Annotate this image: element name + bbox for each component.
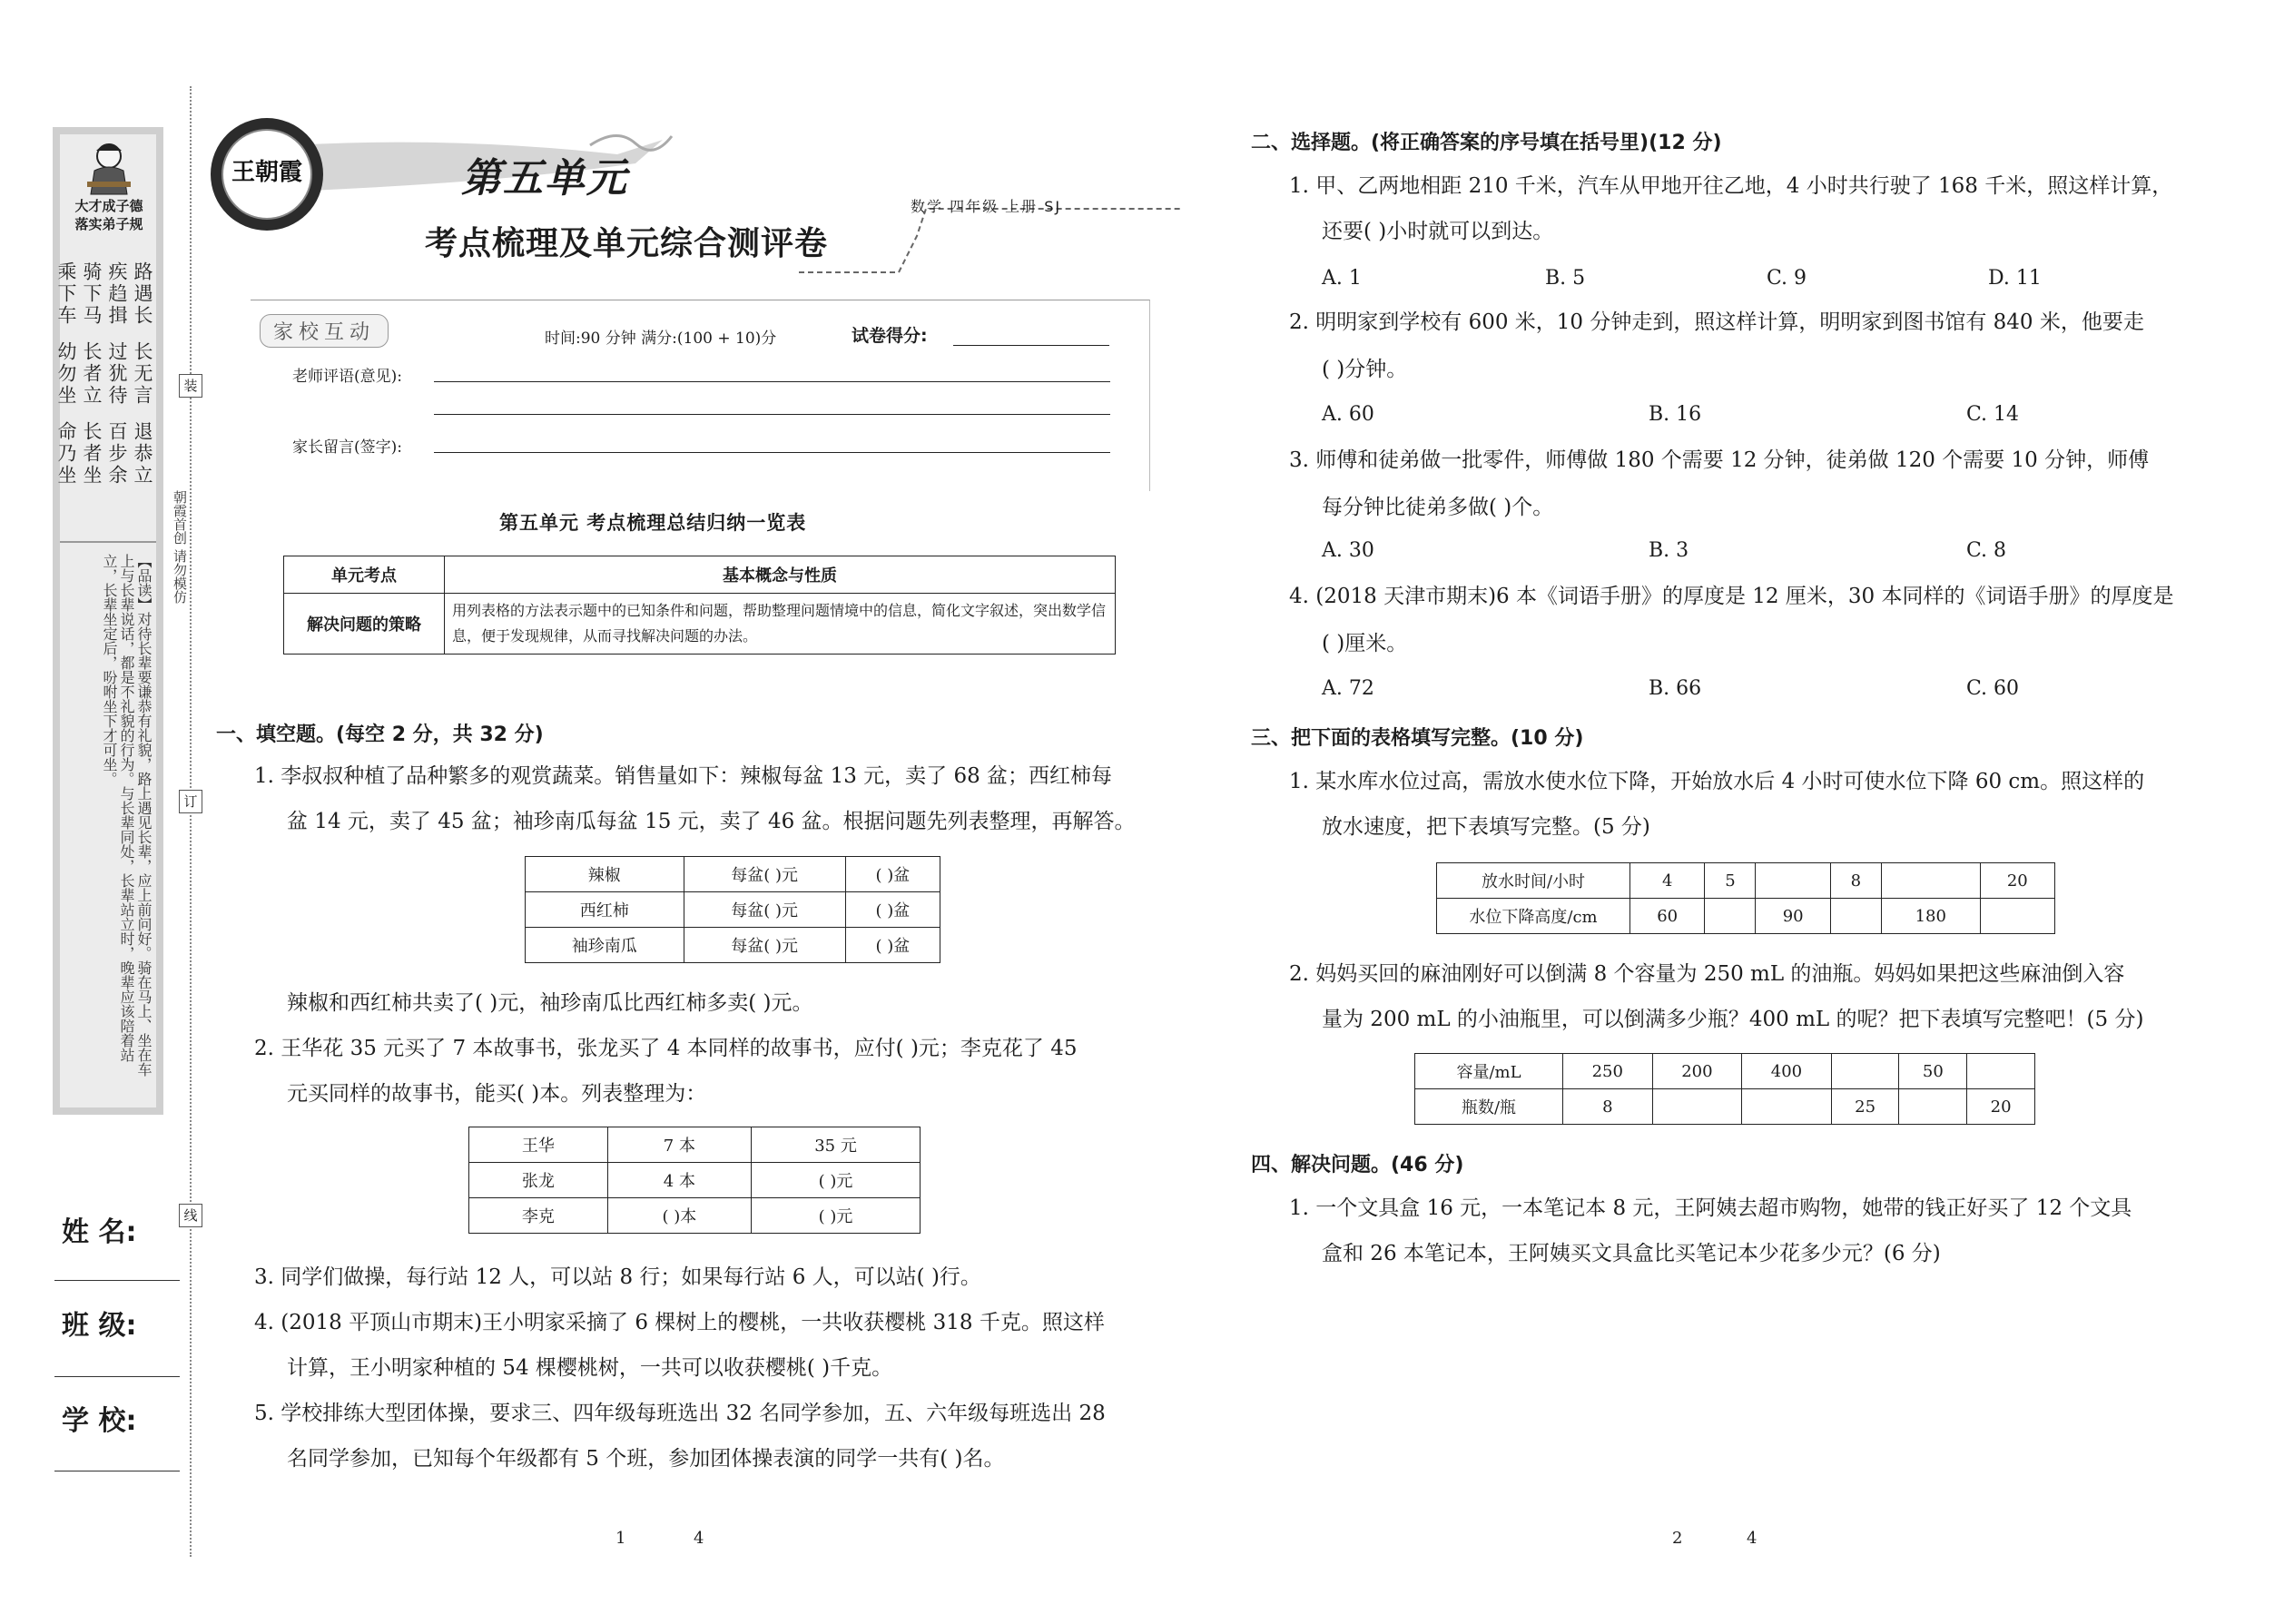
table-cell[interactable] bbox=[1967, 1054, 2035, 1089]
section-4-title: 四、解决问题。(46 分) bbox=[1251, 1154, 1464, 1176]
copyright-note: 朝霞首创 请勿模仿 bbox=[172, 490, 188, 604]
school-label: 学 校: bbox=[62, 1405, 137, 1437]
s2-q1-line1: 1. 甲、乙两地相距 210 千米，汽车从甲地开往乙地，4 小时共行驶了 168 千米，照这样计算， bbox=[1289, 174, 2173, 198]
teacher-comment-line[interactable] bbox=[434, 414, 1110, 415]
table-cell[interactable]: 每盆( )元 bbox=[684, 892, 845, 928]
s2-q3-line1: 3. 师傅和徒弟做一批零件，师傅做 180 个需要 12 分钟，徒弟做 120 个需要 10 分钟，师傅 bbox=[1289, 448, 2150, 472]
brand-logo bbox=[211, 118, 323, 231]
time-info: 时间:90 分钟 满分:(100 + 10)分 bbox=[545, 330, 777, 348]
table-cell: 50 bbox=[1899, 1054, 1967, 1089]
subject-tag: 数学 四年级 上册 SJ bbox=[911, 198, 1062, 215]
cut-mark: 线 bbox=[179, 1204, 202, 1227]
reading-note: 【品读】对待长辈要谦恭有礼貌，路上遇见长辈，应上前问好。骑在马上、坐在车上与长辈说话，都是不礼貌的行为。与长辈同处，长辈站立时，晚辈应该陪着站立，长辈坐定后，吩咐坐下才可坐。 bbox=[101, 554, 153, 1077]
verse-col: 过犹待 bbox=[106, 341, 128, 407]
name-field[interactable] bbox=[54, 1280, 180, 1281]
class-label: 班 级: bbox=[62, 1310, 137, 1342]
table-cell[interactable] bbox=[1742, 1089, 1832, 1125]
table-cell: 辣椒 bbox=[526, 857, 684, 892]
table-cell: 瓶数/瓶 bbox=[1415, 1089, 1563, 1125]
table-cell[interactable]: ( )元 bbox=[752, 1198, 921, 1234]
sidebar-panel bbox=[53, 127, 163, 1115]
table-cell: 袖珍南瓜 bbox=[526, 928, 684, 963]
s2-q1-line2: 还要( )小时就可以到达。 bbox=[1322, 220, 1554, 243]
s3-q1-line2: 放水速度，把下表填写完整。(5 分) bbox=[1322, 815, 1650, 839]
s1-q4-line1: 4. (2018 平顶山市期末)王小明家采摘了 6 棵树上的樱桃，一共收获樱桃 318 千克。照这样 bbox=[254, 1311, 1105, 1334]
table-cell: 35 元 bbox=[752, 1127, 921, 1163]
s1-q4-line2: 计算，王小明家种植的 54 棵樱桃树，一共可以收获樱桃( )千克。 bbox=[287, 1356, 893, 1380]
table-cell: 20 bbox=[1980, 863, 2054, 899]
verse-col: 长无言 bbox=[132, 341, 153, 407]
s1-q2-line1: 2. 王华花 35 元买了 7 本故事书，张龙买了 4 本同样的故事书，应付( )元；李克花了 45 bbox=[254, 1037, 1078, 1060]
summary-desc: 用列表格的方法表示题中的已知条件和问题，帮助整理问题情境中的信息，简化文字叙述，突出数学信息，便于发现规律，从而寻找解决问题的办法。 bbox=[445, 594, 1116, 655]
table-cell[interactable]: 每盆( )元 bbox=[684, 928, 845, 963]
verse-col: 疾趋揖 bbox=[106, 261, 128, 327]
s2-q3-option[interactable]: A. 30 bbox=[1322, 539, 1374, 562]
page-number: 2 bbox=[1672, 1529, 1683, 1548]
s1-q1-line1: 1. 李叔叔种植了品种繁多的观赏蔬菜。销售量如下：辣椒每盆 13 元，卖了 68 盆；西红柿每 bbox=[254, 764, 1113, 788]
parent-label: 家长留言(签字): bbox=[292, 438, 402, 457]
table-cell[interactable] bbox=[1705, 899, 1756, 934]
motto-bottom: 落实弟子规 bbox=[74, 216, 143, 232]
s3-q2-line2: 量为 200 mL 的小油瓶里，可以倒满多少瓶？400 mL 的呢？把下表填写完整吧！(5 分) bbox=[1322, 1008, 2144, 1031]
cut-mark: 装 bbox=[179, 374, 202, 398]
table-cell: 7 本 bbox=[607, 1127, 751, 1163]
verse-col: 退恭立 bbox=[132, 421, 153, 487]
motto-top: 大才成子德 bbox=[74, 198, 143, 214]
table-cell: 400 bbox=[1742, 1054, 1832, 1089]
table-cell: 容量/mL bbox=[1415, 1054, 1563, 1089]
summary-topic: 解决问题的策略 bbox=[284, 594, 445, 655]
table-cell: 水位下降高度/cm bbox=[1437, 899, 1630, 934]
table-cell: 8 bbox=[1830, 863, 1881, 899]
s1-q2-table bbox=[468, 1127, 921, 1234]
s2-q2-line2: ( )分钟。 bbox=[1322, 358, 1408, 381]
sidebar-inner bbox=[55, 134, 156, 1107]
score-label: 试卷得分: bbox=[852, 326, 928, 346]
s2-q4-option[interactable]: A. 72 bbox=[1322, 677, 1374, 700]
table-cell[interactable] bbox=[1831, 1054, 1899, 1089]
s2-q1-option[interactable]: B. 5 bbox=[1545, 267, 1586, 290]
s2-q2-option[interactable]: B. 16 bbox=[1649, 403, 1702, 426]
page-number: 1 bbox=[615, 1529, 626, 1548]
summary-col1: 单元考点 bbox=[284, 556, 445, 594]
table-cell[interactable]: ( )元 bbox=[752, 1163, 921, 1198]
s2-q1-option[interactable]: C. 9 bbox=[1767, 267, 1807, 290]
table-cell[interactable]: ( )盆 bbox=[845, 928, 940, 963]
table-cell: 90 bbox=[1756, 899, 1830, 934]
verse-col: 百步余 bbox=[106, 421, 128, 487]
summary-col2: 基本概念与性质 bbox=[445, 556, 1116, 594]
s2-q3-option[interactable]: B. 3 bbox=[1649, 539, 1689, 562]
verse-col: 骑下马 bbox=[81, 261, 103, 327]
s1-q5-line2: 名同学参加，已知每个年级都有 5 个班，参加团体操表演的同学一共有( )名。 bbox=[287, 1447, 1005, 1471]
cut-mark: 订 bbox=[179, 790, 202, 813]
s4-q1-line1: 1. 一个文具盒 16 元，一本笔记本 8 元，王阿姨去超市购物，她带的钱正好买了 12 个文具 bbox=[1289, 1196, 2132, 1220]
page-total: 4 bbox=[1747, 1529, 1757, 1548]
table-cell[interactable] bbox=[1881, 863, 1980, 899]
table-cell[interactable]: 每盆( )元 bbox=[684, 857, 845, 892]
verse-col: 路遇长 bbox=[132, 261, 153, 327]
s1-q1-line3: 辣椒和西红柿共卖了( )元，袖珍南瓜比西红柿多卖( )元。 bbox=[287, 991, 813, 1015]
s1-q5-line1: 5. 学校排练大型团体操，要求三、四年级每班选出 32 名同学参加，五、六年级每班选出 28 bbox=[254, 1402, 1106, 1425]
table-cell: 张龙 bbox=[469, 1163, 608, 1198]
test-title: 考点梳理及单元综合测评卷 bbox=[425, 225, 829, 262]
section-1-title: 一、填空题。(每空 2 分，共 32 分) bbox=[216, 723, 544, 746]
table-cell[interactable]: ( )盆 bbox=[845, 857, 940, 892]
verse-col: 幼勿坐 bbox=[55, 341, 77, 407]
verse-col: 乘下车 bbox=[55, 261, 77, 327]
teacher-label: 老师评语(意见): bbox=[292, 368, 402, 386]
table-cell: 8 bbox=[1563, 1089, 1653, 1125]
s2-q4-line1: 4. (2018 天津市期末)6 本《词语手册》的厚度是 12 厘米，30 本同样的《词语手册》的厚度是 bbox=[1289, 585, 2174, 608]
table-cell: 60 bbox=[1630, 899, 1705, 934]
table-cell: 5 bbox=[1705, 863, 1756, 899]
table-cell: 250 bbox=[1563, 1054, 1653, 1089]
verse-col: 长者坐 bbox=[81, 421, 103, 487]
table-cell: 放水时间/小时 bbox=[1437, 863, 1630, 899]
s2-q2-line1: 2. 明明家到学校有 600 米，10 分钟走到，照这样计算，明明家到图书馆有 840 米，他要走 bbox=[1289, 310, 2144, 334]
s1-q1-table bbox=[525, 856, 940, 963]
table-cell[interactable]: ( )本 bbox=[607, 1198, 751, 1234]
teacher-comment-line[interactable] bbox=[434, 381, 1110, 382]
score-field[interactable] bbox=[953, 345, 1109, 346]
section-2-title: 二、选择题。(将正确答案的序号填在括号里)(12 分) bbox=[1251, 132, 1722, 154]
verse-col: 命乃坐 bbox=[55, 421, 77, 487]
table-cell[interactable]: ( )盆 bbox=[845, 892, 940, 928]
class-field[interactable] bbox=[54, 1376, 180, 1377]
s3-q1-table bbox=[1436, 862, 2055, 934]
s2-q4-line2: ( )厘米。 bbox=[1322, 632, 1408, 655]
unit-title: 第五单元 bbox=[461, 155, 628, 202]
table-cell: 200 bbox=[1652, 1054, 1742, 1089]
table-cell: 180 bbox=[1881, 899, 1980, 934]
s2-q4-option[interactable]: B. 66 bbox=[1649, 677, 1702, 700]
s2-q2-option[interactable]: C. 14 bbox=[1966, 403, 2020, 426]
s4-q1-line2: 盒和 26 本笔记本，王阿姨买文具盒比买笔记本少花多少元？(6 分) bbox=[1322, 1242, 1941, 1265]
table-cell[interactable] bbox=[1756, 863, 1830, 899]
s2-q1-option[interactable]: A. 1 bbox=[1322, 267, 1362, 290]
table-cell: 王华 bbox=[469, 1127, 608, 1163]
s2-q2-option[interactable]: A. 60 bbox=[1322, 403, 1374, 426]
table-cell: 20 bbox=[1967, 1089, 2035, 1125]
verse-col: 长者立 bbox=[81, 341, 103, 407]
s3-q2-line1: 2. 妈妈买回的麻油刚好可以倒满 8 个容量为 250 mL 的油瓶。妈妈如果把这些麻油倒入容 bbox=[1289, 962, 2125, 986]
s2-q3-option[interactable]: C. 8 bbox=[1966, 539, 2007, 562]
section-3-title: 三、把下面的表格填写完整。(10 分) bbox=[1251, 727, 1584, 750]
s3-q1-line1: 1. 某水库水位过高，需放水使水位下降，开始放水后 4 小时可使水位下降 60 cm。照这样的 bbox=[1289, 770, 2145, 793]
table-cell[interactable] bbox=[1899, 1089, 1967, 1125]
table-cell[interactable] bbox=[1830, 899, 1881, 934]
s1-q1-line2: 盆 14 元，卖了 45 盆；袖珍南瓜每盆 15 元，卖了 46 盆。根据问题先列表整理，再解答。 bbox=[287, 810, 1136, 833]
table-cell[interactable] bbox=[1652, 1089, 1742, 1125]
s3-q2-table bbox=[1414, 1053, 2035, 1125]
child-reading-icon bbox=[84, 140, 134, 196]
table-cell: 西红柿 bbox=[526, 892, 684, 928]
parent-comment-line[interactable] bbox=[434, 452, 1110, 453]
name-label: 姓 名: bbox=[62, 1216, 137, 1248]
s2-q4-option[interactable]: C. 60 bbox=[1966, 677, 2020, 700]
table-cell: 4 本 bbox=[607, 1163, 751, 1198]
page-total: 4 bbox=[694, 1529, 704, 1548]
logo-text: 王朝霞 bbox=[222, 129, 312, 220]
table-cell: 25 bbox=[1831, 1089, 1899, 1125]
summary-table bbox=[283, 556, 1116, 655]
s2-q3-line2: 每分钟比徒弟多做( )个。 bbox=[1322, 496, 1554, 519]
binding-line bbox=[190, 86, 192, 1557]
s2-q1-option[interactable]: D. 11 bbox=[1988, 267, 2042, 290]
table-cell: 李克 bbox=[469, 1198, 608, 1234]
table-cell: 4 bbox=[1630, 863, 1705, 899]
home-school-label: 家校互动 bbox=[260, 314, 389, 348]
s1-q3: 3. 同学们做操，每行站 12 人，可以站 8 行；如果每行站 6 人，可以站( )行。 bbox=[254, 1265, 981, 1289]
table-cell[interactable] bbox=[1980, 899, 2054, 934]
s1-q2-line2: 元买同样的故事书，能买( )本。列表整理为： bbox=[287, 1082, 707, 1106]
summary-heading: 第五单元 考点梳理总结归纳一览表 bbox=[499, 512, 807, 534]
